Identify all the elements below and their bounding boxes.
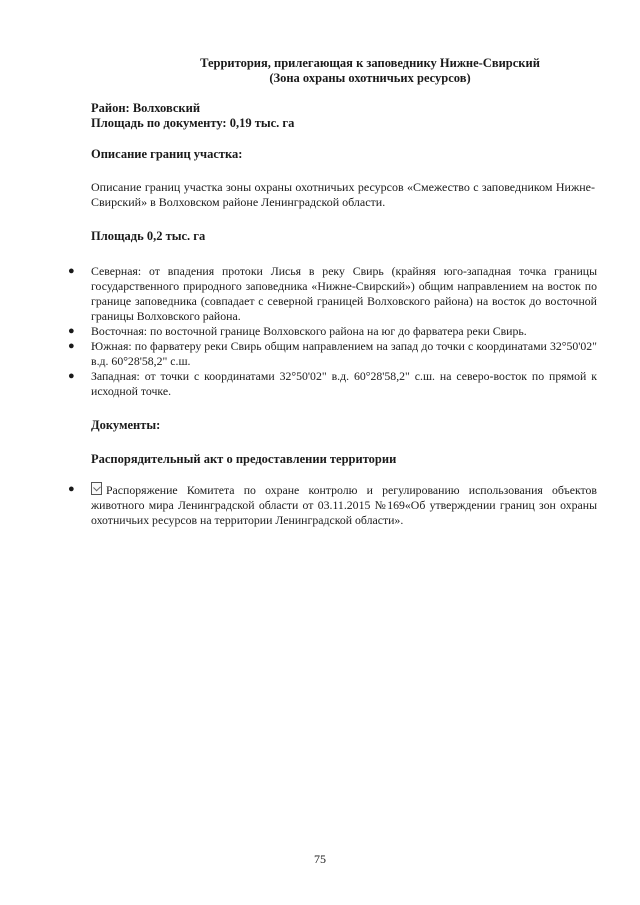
- boundary-north: Северная: от впадения протоки Лисья в реку Свирь (крайняя юго-западная точка границы государственного природного заповедника «Нижне-Свирский») общим направлением на восток по границе заповедника (совпадает с северной границей Волховского района) на восток до восточной границы Волховского района.: [91, 264, 597, 323]
- bullet-icon: ●: [68, 340, 75, 352]
- title-line-2: (Зона охраны охотничьих ресурсов): [269, 71, 471, 85]
- area-doc-label: Площадь по документу: 0,19 тыс. га: [91, 116, 295, 130]
- document-link[interactable]: Распоряжение Комитета по охране контролю и регулированию использования объектов животного мира Ленинградской области от 03.11.2015 №169«Об утверждении границ зон охраны охотничьих ресурсов на территории Ленинградской области».: [91, 483, 597, 527]
- district-label: Район: Волховский: [91, 101, 201, 115]
- boundary-south: Южная: по фарватеру реки Свирь общим направлением на запад до точки с координатами 32°50'02" в.д. 60°28'58,2" с.ш.: [91, 339, 597, 368]
- bullet-icon: ●: [68, 483, 75, 495]
- act-heading: Распорядительный акт о предоставлении территории: [91, 452, 397, 466]
- document-list: [68, 482, 597, 528]
- page-number: 75: [314, 852, 326, 866]
- bullet-icon: ●: [68, 325, 75, 337]
- title-line-1: Территория, прилегающая к заповеднику Нижне-Свирский: [200, 56, 540, 70]
- list-item: [68, 369, 597, 399]
- page-title: [150, 56, 590, 86]
- area-heading: Площадь 0,2 тыс. га: [91, 229, 206, 243]
- list-item: [68, 339, 597, 369]
- documents-heading: Документы:: [91, 418, 161, 432]
- boundary-east: Восточная: по восточной границе Волховского района на юг до фарватера реки Свирь.: [91, 324, 527, 338]
- document-icon[interactable]: [91, 482, 102, 495]
- boundary-list: [68, 264, 597, 399]
- bullet-icon: ●: [68, 370, 75, 382]
- boundaries-heading: Описание границ участка:: [91, 147, 243, 161]
- territory-meta: [91, 101, 294, 131]
- list-item: [68, 264, 597, 324]
- boundaries-description: Описание границ участка зоны охраны охотничьих ресурсов «Смежество с заповедником Нижне-Свирский» в Волховском районе Ленинградской области.: [91, 180, 595, 209]
- list-item: [68, 324, 597, 339]
- list-item[interactable]: [68, 482, 597, 528]
- boundary-west: Западная: от точки с координатами 32°50'02" в.д. 60°28'58,2" с.ш. на северо-восток по прямой к исходной точке.: [91, 369, 597, 398]
- bullet-icon: ●: [68, 265, 75, 277]
